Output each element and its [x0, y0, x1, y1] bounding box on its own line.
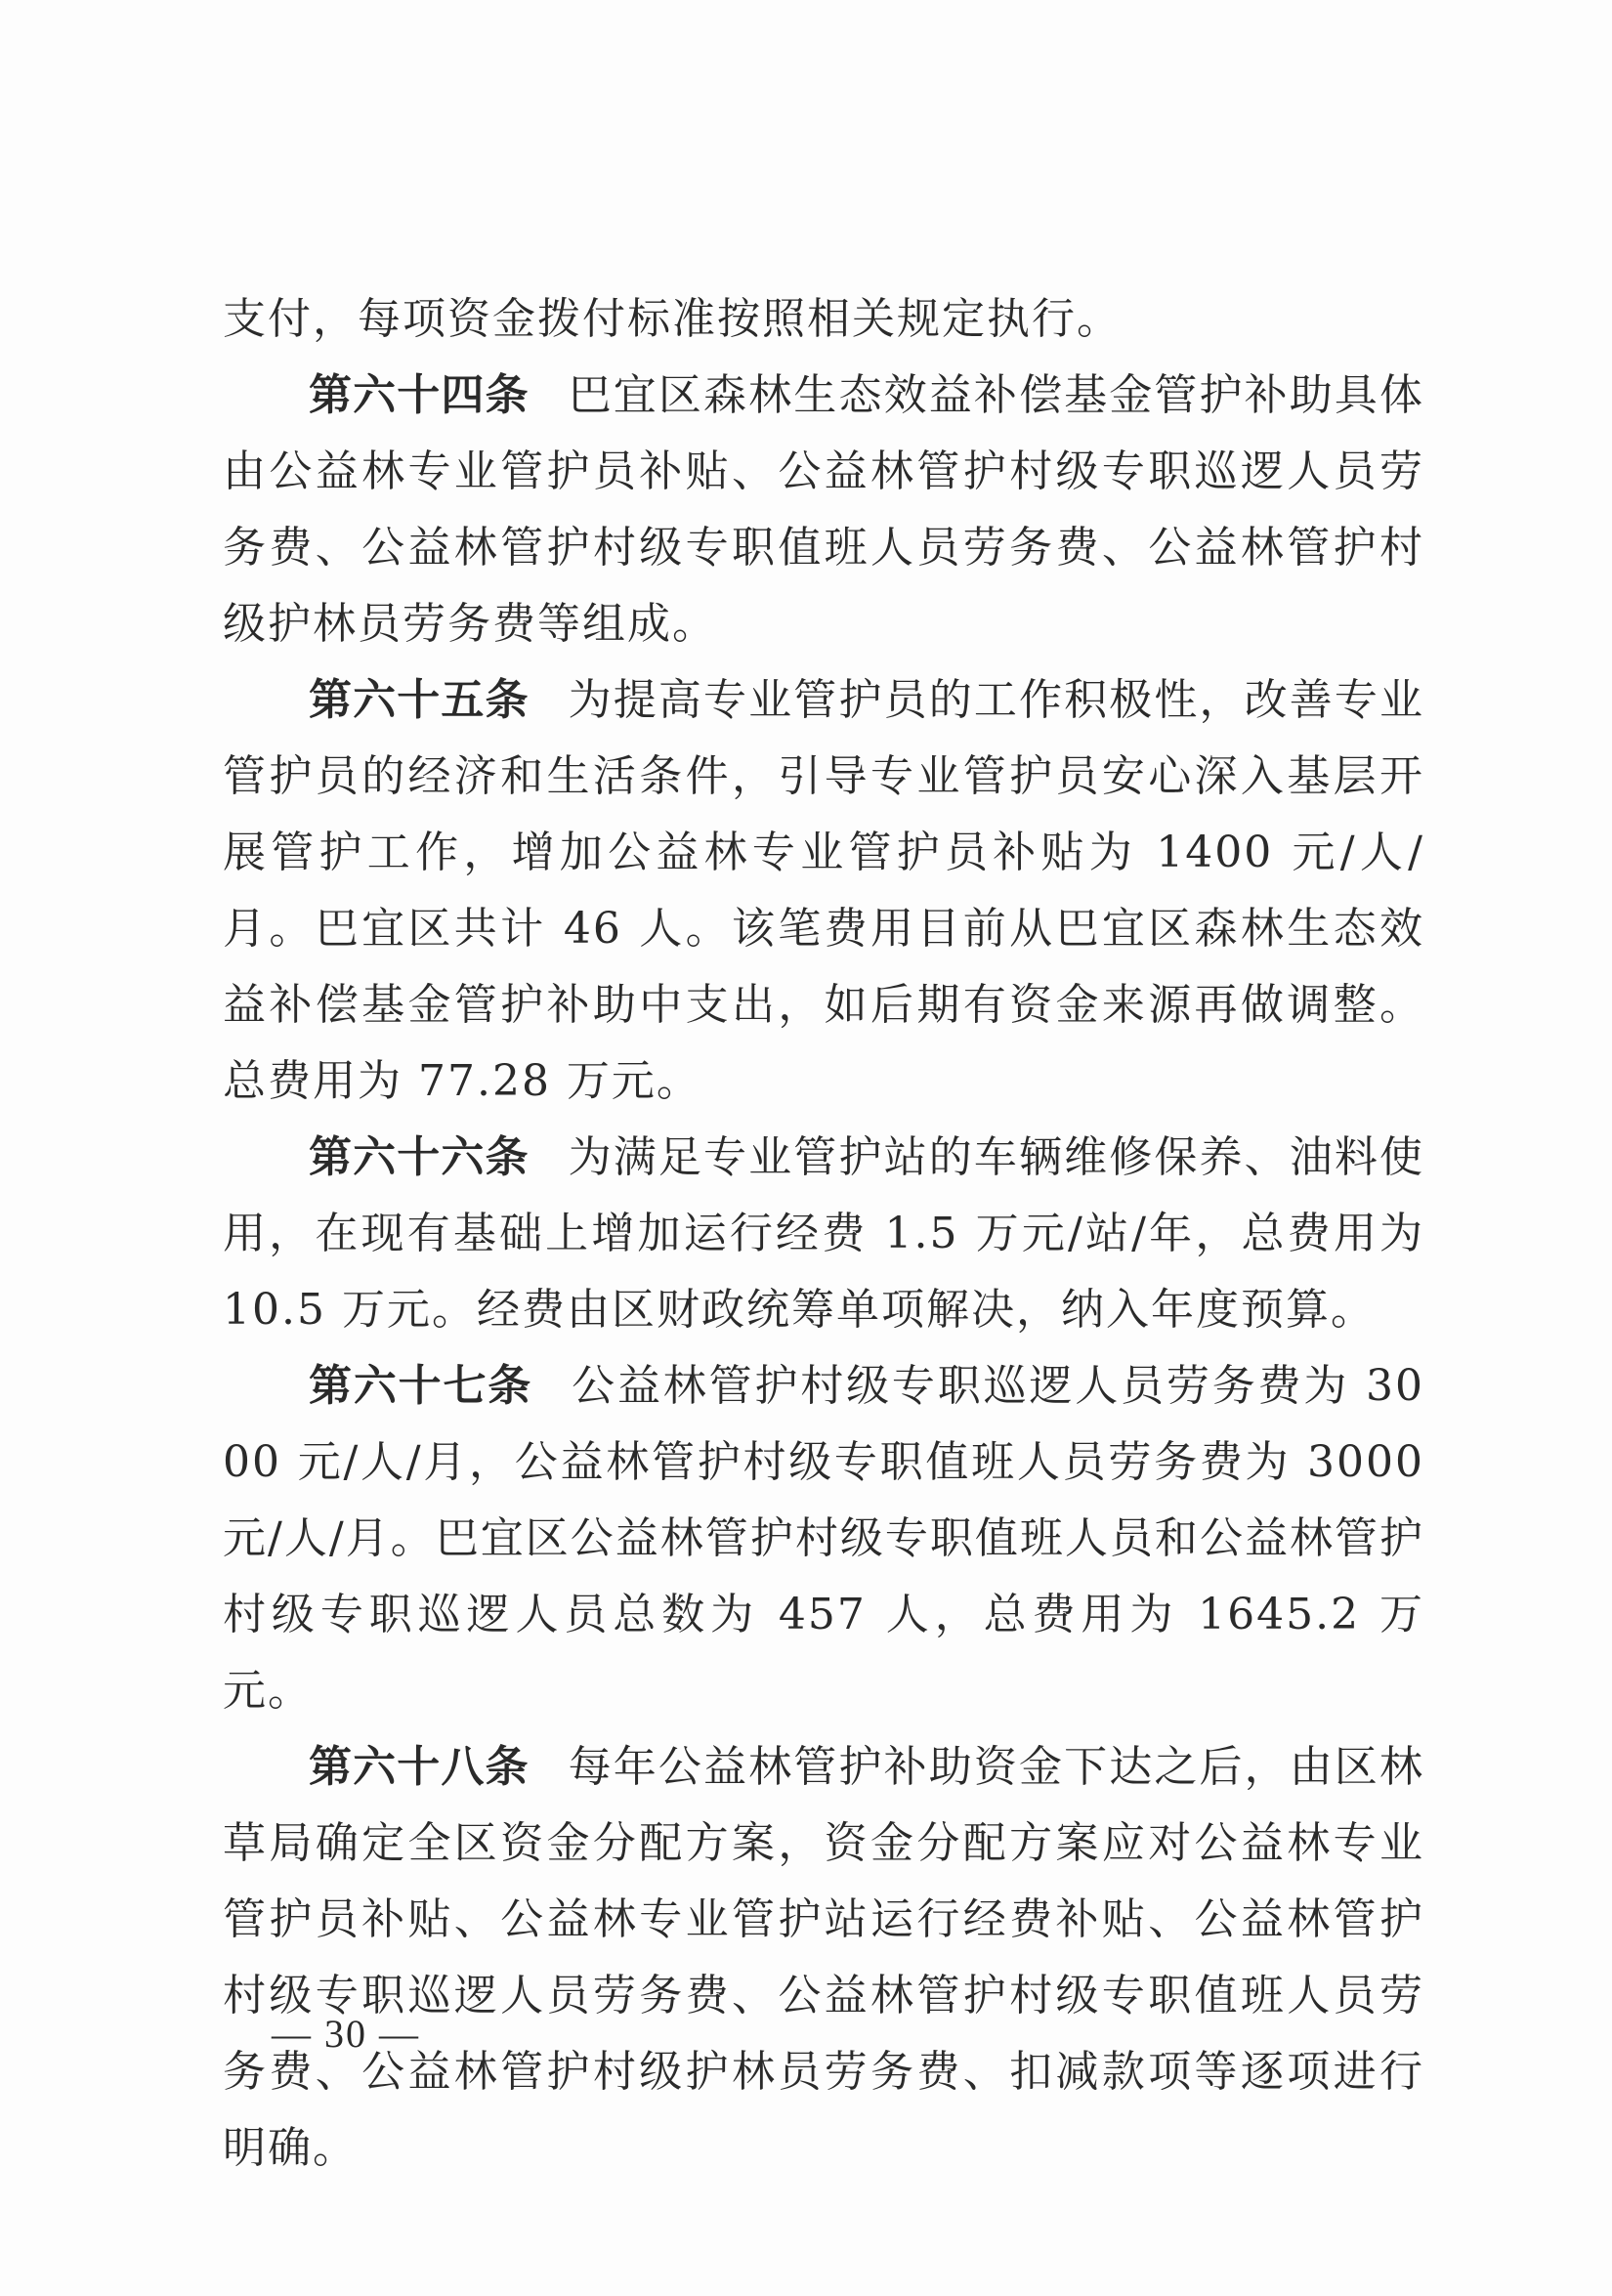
article-number: 第六十五条	[309, 675, 530, 725]
paragraph-text: 巴宜区森林生态效益补偿基金管护补助具体由公益林专业管护员补贴、公益林管护村级专职巡逻人员劳务费、公益林管护村级专职值班人员劳务费、公益林管护村级护林员劳务费等组成。	[223, 370, 1425, 649]
article-68	[223, 1729, 1424, 2187]
article-number: 第六十四条	[309, 370, 530, 420]
page-number: — 30 —	[272, 2012, 420, 2056]
paragraph-text: 每年公益林管护补助资金下达之后，由区林草局确定全区资金分配方案，资金分配方案应对公益林专业管护员补贴、公益林专业管护站运行经费补贴、公益林管护村级专职巡逻人员劳务费、公益林管护村级专职值班人员劳务费、公益林管护村级护林员劳务费、扣减款项等逐项进行明确。	[223, 1742, 1425, 2173]
paragraph-text: 公益林管护村级专职巡逻人员劳务费为 3000 元/人/月，公益林管护村级专职值班人员劳务费为 3000 元/人/月。巴宜区公益林管护村级专职值班人员和公益林管护村级专职巡逻人员总数为 457 人，总费用为 1645.2 万元。	[223, 1361, 1424, 1716]
paragraph-text: 为提高专业管护员的工作积极性，改善专业管护员的经济和生活条件，引导专业管护员安心深入基层开展管护工作，增加公益林专业管护员补贴为 1400 元/人/月。巴宜区共计 46 人。该笔费用目前从巴宜区森林生态效益补偿基金管护补助中支出，如后期有资金来源再做调整。总费用为 77.28 万元。	[223, 675, 1425, 1106]
article-number: 第六十七条	[309, 1361, 533, 1411]
article-67	[223, 1348, 1424, 1729]
document-body	[223, 281, 1424, 2187]
article-number: 第六十八条	[309, 1742, 530, 1792]
article-number: 第六十六条	[309, 1132, 530, 1182]
paragraph-text: 支付，每项资金拨付标准按照相关规定执行。	[223, 294, 1122, 344]
article-65	[223, 662, 1424, 1120]
article-66	[223, 1120, 1424, 1348]
paragraph-text: 为满足专业管护站的车辆维修保养、油料使用，在现有基础上增加运行经费 1.5 万元/站/年，总费用为 10.5 万元。经费由区财政统筹单项解决，纳入年度预算。	[223, 1132, 1425, 1335]
article-64	[223, 358, 1424, 662]
paragraph-continuation	[223, 281, 1424, 358]
